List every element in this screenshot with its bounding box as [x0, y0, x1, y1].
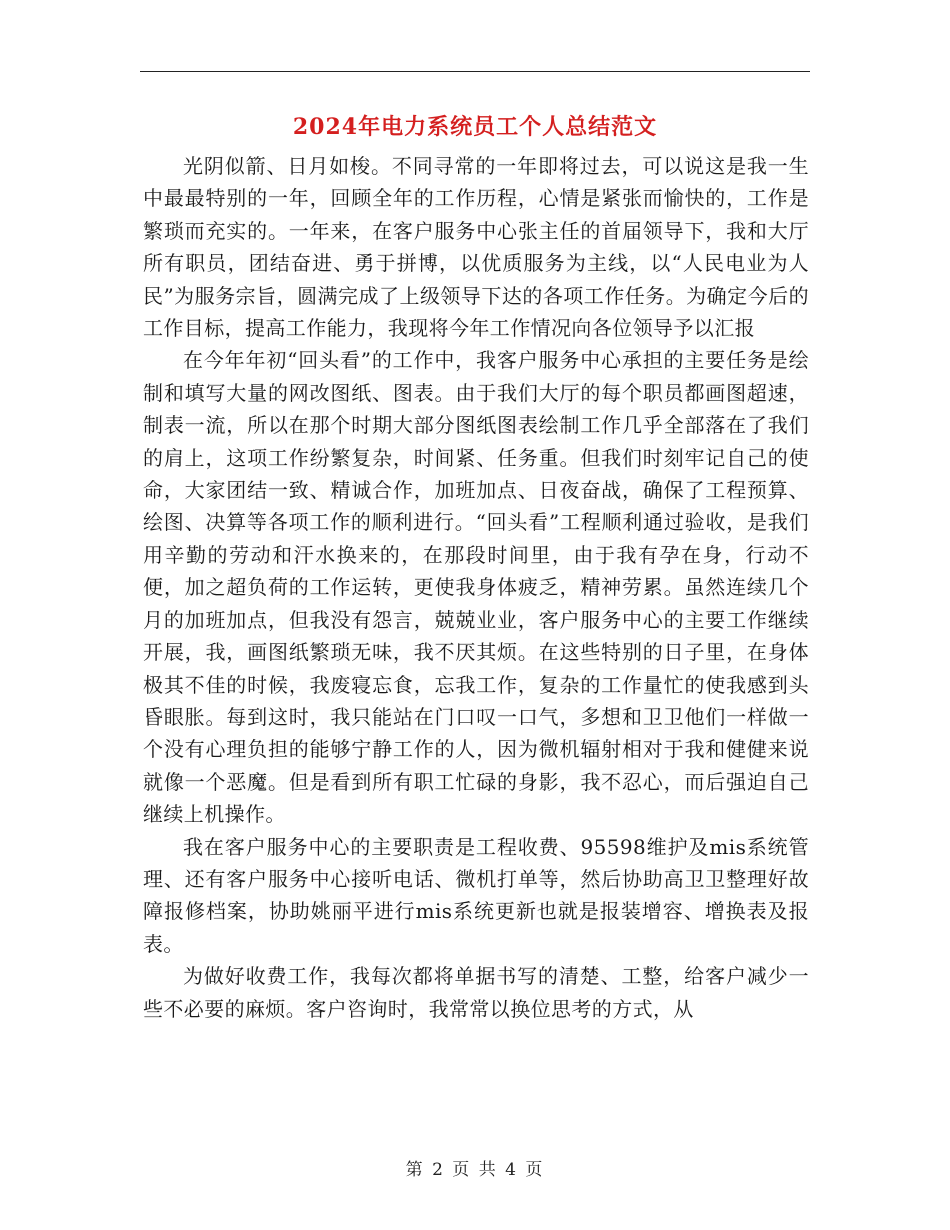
paragraph: 我在客户服务中心的主要职责是工程收费、95598维护及mis系统管理、还有客户服务中心接听电话、微机打单等，然后协助高卫卫整理好故障报修档案，协助姚丽平进行mis系统更新也就是报装增容、增换表及报表。 [143, 834, 809, 956]
paragraph: 在今年年初“回头看”的工作中，我客户服务中心承担的主要任务是绘制和填写大量的网改图纸、图表。由于我们大厅的每个职员都画图超速，制表一流，所以在那个时期大部分图纸图表绘制工作几乎全部落在了我们的肩上，这项工作纷繁复杂，时间紧、任务重。但我们时刻牢记自己的使命，大家团结一致、精诚合作，加班加点、日夜奋战，确保了工程预算、绘图、决算等各项工作的顺利进行。“回头看”工程顺利通过验收，是我们用辛勤的劳动和汗水换来的，在那段时间里，由于我有孕在身，行动不便，加之超负荷的工作运转，更使我身体疲乏，精神劳累。虽然连续几个月的加班加点，但我没有怨言，兢兢业业，客户服务中心的主要工作继续开展，我，画图纸繁琐无味，我不厌其烦。在这些特别的日子里，在身体极其不佳的时候，我废寝忘食，忘我工作，复杂的工作量忙的使我感到头昏眼胀。每到这时，我只能站在门口叹一口气，多想和卫卫他们一样做一个没有心理负担的能够宁静工作的人，因为微机辐射相对于我和健健来说就像一个恶魔。但是看到所有职工忙碌的身影，我不忍心，而后强迫自己继续上机操作。 [143, 348, 809, 827]
document-body [143, 150, 809, 1025]
paragraph: 光阴似箭、日月如梭。不同寻常的一年即将过去，可以说这是我一生中最最特别的一年，回顾全年的工作历程，心情是紧张而愉快的，工作是繁琐而充实的。一年来，在客户服务中心张主任的首届领导下，我和大厅所有职员，团结奋进、勇于拼博，以优质服务为主线，以“人民电业为人民”为服务宗旨，圆满完成了上级领导下达的各项工作任务。为确定今后的工作目标，提高工作能力，我现将今年工作情况向各位领导予以汇报 [143, 154, 809, 341]
paragraph: 为做好收费工作，我每次都将单据书写的清楚、工整，给客户减少一些不必要的麻烦。客户咨询时，我常常以换位思考的方式，从 [143, 964, 809, 1021]
document-title: 2024年电力系统员工个人总结范文 [292, 114, 658, 140]
page-number-footer: 第 2 页 共 4 页 [405, 1160, 545, 1180]
header-rule [140, 71, 810, 72]
